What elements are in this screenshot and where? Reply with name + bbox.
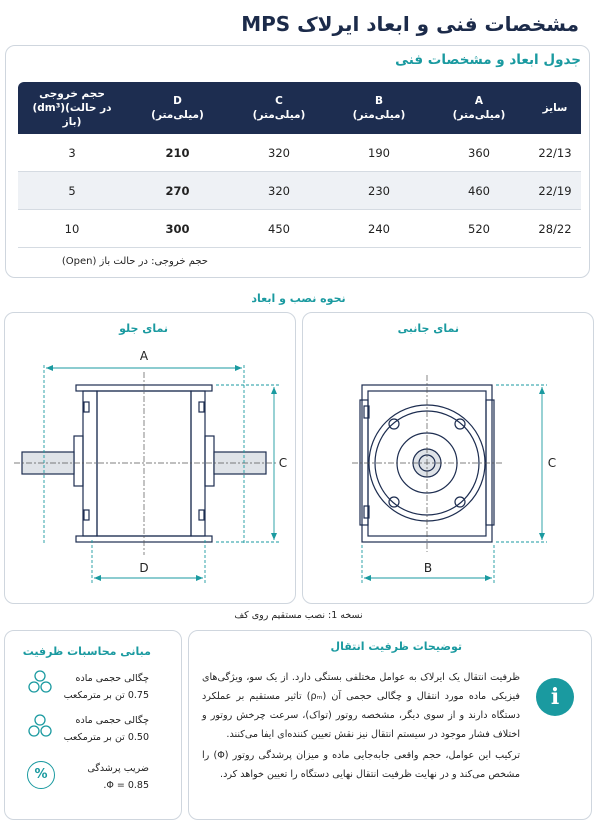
install-section-title: نحوه نصب و ابعاد [251,292,346,305]
cell-d: 300 [126,210,229,248]
cell-size: 28/22 [529,210,581,248]
cell-c: 320 [229,134,329,172]
front-view-title: نمای جلو [119,322,168,335]
dim-label-a: A [139,349,149,363]
spec-table [18,82,581,248]
cell-b: 230 [329,172,429,210]
cell-size: 22/13 [529,134,581,172]
dim-label-d: D [139,561,149,575]
table-row [18,134,581,172]
dim-label-b: B [423,561,433,575]
circles-icon [26,670,54,694]
table-header-row [18,82,581,134]
cell-a: 460 [429,172,529,210]
capacity-paragraph-1: ظرفیت انتقال یک ایرلاک به عوامل مختلفی بستگی دارد. از یک سو، ویژگی‌های فیزیکی ماده مورد انتقال و چگالی حجمی آن (ρₘ) تاثیر مستقیم بر عملکرد دستگاه دارند و از سوی دیگر، مشخصه روتور (تواک)، سرعت چرخش روتور و اختلاف فشار موجود در سیستم انتقال نیز نقش تعیین کننده‌ای ایفا می‌کنند. [202,672,520,740]
capacity-paragraph-2: ترکیب این عوامل، حجم واقعی جابه‌جایی ماده و میزان پرشدگی روتور (Φ) را مشخص می‌کند و در نهایت ظرفیت انتقال نهایی دستگاه را تعیین خواهد کرد. [202,750,521,780]
header-c: C (میلی‌متر) [229,82,329,134]
side-view-title: نمای جانبی [397,322,459,335]
header-d: D (میلی‌متر) [126,82,229,134]
front-view-drawing [4,340,296,602]
table-row [18,210,581,248]
capacity-text [202,668,520,786]
dim-label-c-side: C [547,456,557,470]
basis-title: مبانی محاسبات ظرفیت [22,645,151,658]
cell-d: 210 [126,134,229,172]
cell-d: 270 [126,172,229,210]
install-caption: نسخه 1: نصب مستقیم روی کف [234,610,363,621]
cell-size: 22/19 [529,172,581,210]
cell-a: 520 [429,210,529,248]
cell-c: 320 [229,172,329,210]
table-row [18,172,581,210]
header-a: A (میلی‌متر) [429,82,529,134]
dim-label-c: C [278,456,288,470]
cell-volume: 10 [18,210,126,248]
capacity-title: توضیحات ظرفیت انتقال [330,640,462,653]
basis-item-3: ضریب پرشدگی Φ = 0.85. [87,763,149,791]
header-b: B (میلی‌متر) [329,82,429,134]
cell-b: 190 [329,134,429,172]
header-volume: حجم خروجی (dm³)(در حالت باز) [18,82,126,134]
table-note: حجم خروجی: در حالت باز (Open) [61,256,208,267]
cell-a: 360 [429,134,529,172]
page-title: مشخصات فنی و ابعاد ایرلاک MPS [241,12,579,36]
basis-item-2: چگالی حجمی ماده 0.50 تن بر مترمکعب [63,715,149,743]
cell-b: 240 [329,210,429,248]
side-view-drawing [302,340,594,602]
cell-volume: 3 [18,134,126,172]
header-size: سایز [529,82,581,134]
cell-volume: 5 [18,172,126,210]
info-icon: i [536,678,574,716]
cell-c: 450 [229,210,329,248]
circles-icon [26,714,54,738]
percent-icon: % [27,761,55,789]
basis-item-1: چگالی حجمی ماده 0.75 تن بر مترمکعب [63,673,149,701]
table-subtitle: جدول ابعاد و مشخصات فنی [395,52,581,68]
